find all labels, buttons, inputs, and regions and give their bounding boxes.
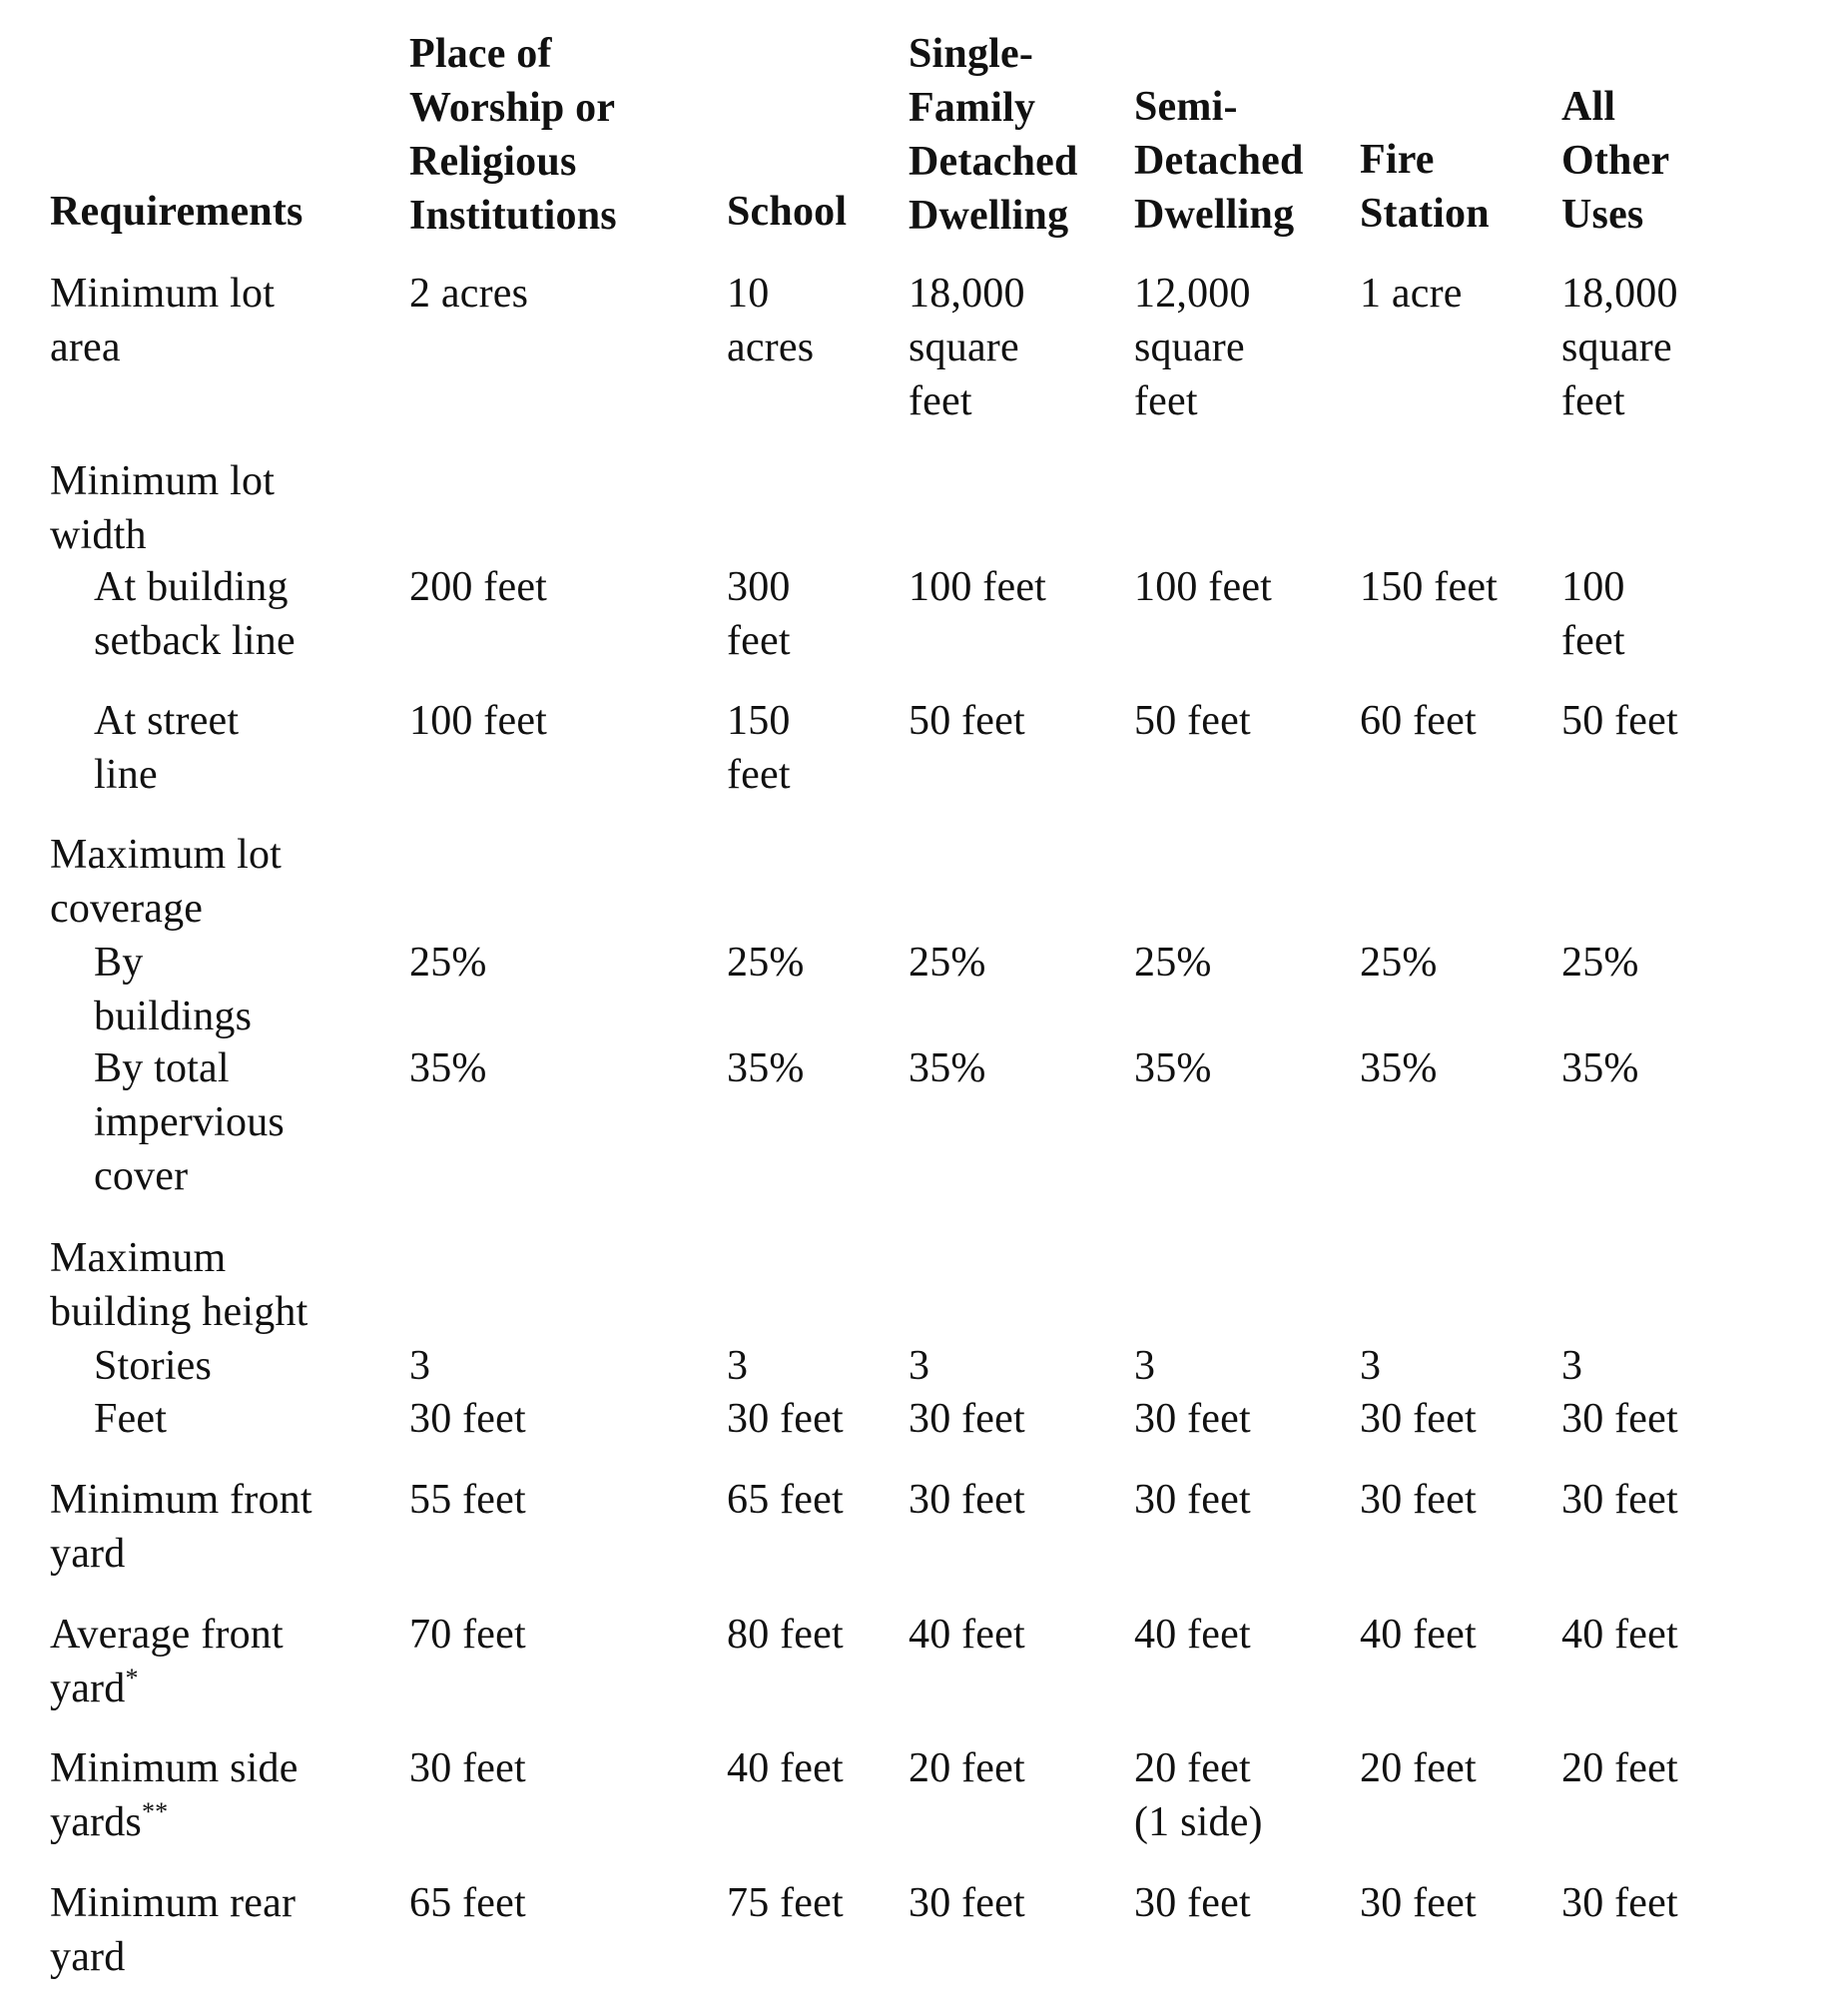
header-line: Uses: [1561, 192, 1644, 238]
header-line: Detached: [1134, 138, 1304, 184]
header-line: Single-: [909, 31, 1034, 77]
cell-single-family: 30 feet: [909, 1477, 1025, 1523]
row-label-stories: Stories: [94, 1343, 213, 1389]
row-label-min-rear-yard: [50, 1876, 296, 1984]
cell-line: square: [909, 325, 1019, 370]
label-line: setback line: [94, 618, 296, 664]
label-line: cover: [94, 1153, 189, 1199]
header-line: All: [1561, 84, 1616, 130]
row-label-min-front-yard: [50, 1473, 312, 1581]
header-line: Station: [1360, 191, 1490, 237]
row-label-avg-front-yard: [50, 1608, 284, 1715]
cell-semi-detached: [1134, 267, 1251, 428]
row-label-by-buildings: [94, 936, 252, 1043]
cell-all-other: 20 feet: [1561, 1745, 1678, 1791]
cell-worship: 25%: [409, 940, 487, 986]
label-text: yard: [50, 1666, 126, 1711]
row-label-min-lot-area: [50, 267, 275, 374]
row-label-max-building-height: [50, 1231, 308, 1339]
footnote-mark: *: [125, 1664, 139, 1692]
cell-line: acres: [727, 325, 815, 370]
label-line: coverage: [50, 886, 204, 932]
cell-line: square: [1561, 325, 1672, 370]
label-line: [50, 1795, 299, 1849]
cell-school: 80 feet: [727, 1612, 844, 1658]
cell-single-family: 20 feet: [909, 1745, 1025, 1791]
cell-all-other: 30 feet: [1561, 1880, 1678, 1926]
header-line: Institutions: [409, 193, 617, 239]
label-line: Maximum lot: [50, 832, 283, 878]
cell-fire-station: 3: [1360, 1343, 1382, 1389]
cell-school: [727, 560, 791, 668]
label-line: Maximum: [50, 1235, 227, 1281]
cell-line: feet: [909, 378, 972, 424]
label-line: yard: [50, 1934, 126, 1980]
header-all-other-uses: [1561, 80, 1669, 242]
row-label-by-impervious: [94, 1041, 285, 1203]
cell-line: feet: [727, 618, 791, 664]
cell-worship: 30 feet: [409, 1396, 526, 1442]
header-line: Religious: [409, 139, 577, 185]
cell-school: 25%: [727, 940, 805, 986]
cell-all-other: 30 feet: [1561, 1477, 1678, 1523]
row-label-street-line: [94, 694, 239, 802]
row-label-feet: Feet: [94, 1396, 168, 1442]
cell-worship: 2 acres: [409, 271, 529, 317]
cell-worship: 70 feet: [409, 1612, 526, 1658]
header-single-family: [909, 27, 1078, 243]
cell-line: 150: [727, 698, 791, 744]
row-label-max-lot-coverage: [50, 828, 282, 936]
cell-semi-detached: 30 feet: [1134, 1396, 1251, 1442]
cell-single-family: [909, 267, 1025, 428]
cell-semi-detached: 3: [1134, 1343, 1156, 1389]
cell-semi-detached: 40 feet: [1134, 1612, 1251, 1658]
cell-fire-station: 20 feet: [1360, 1745, 1477, 1791]
label-line: area: [50, 325, 121, 370]
cell-all-other: 35%: [1561, 1045, 1639, 1091]
cell-fire-station: 25%: [1360, 940, 1438, 986]
cell-fire-station: 150 feet: [1360, 564, 1499, 610]
cell-line: feet: [727, 752, 791, 798]
header-line: Other: [1561, 138, 1670, 184]
cell-fire-station: 30 feet: [1360, 1880, 1477, 1926]
cell-line: (1 side): [1134, 1799, 1263, 1845]
header-requirements: Requirements: [50, 189, 304, 235]
cell-all-other: 30 feet: [1561, 1396, 1678, 1442]
cell-fire-station: 35%: [1360, 1045, 1438, 1091]
cell-line: feet: [1134, 378, 1198, 424]
header-semi-detached: [1134, 80, 1304, 242]
header-line: Detached: [909, 139, 1078, 185]
cell-semi-detached: 25%: [1134, 940, 1212, 986]
cell-line: feet: [1561, 618, 1625, 664]
header-line: Dwelling: [909, 193, 1069, 239]
header-place-of-worship: [409, 27, 617, 243]
cell-school: 3: [727, 1343, 749, 1389]
footnote-mark: **: [141, 1797, 169, 1826]
cell-single-family: 50 feet: [909, 698, 1025, 744]
cell-fire-station: 30 feet: [1360, 1477, 1477, 1523]
cell-line: 18,000: [1561, 271, 1678, 317]
cell-worship: 200 feet: [409, 564, 548, 610]
cell-semi-detached: 35%: [1134, 1045, 1212, 1091]
label-line: buildings: [94, 994, 253, 1039]
cell-single-family: 40 feet: [909, 1612, 1025, 1658]
label-line: impervious: [94, 1099, 285, 1145]
cell-semi-detached: 100 feet: [1134, 564, 1273, 610]
cell-all-other: 50 feet: [1561, 698, 1678, 744]
cell-worship: 65 feet: [409, 1880, 526, 1926]
cell-single-family: 25%: [909, 940, 986, 986]
cell-worship: 3: [409, 1343, 431, 1389]
cell-fire-station: 60 feet: [1360, 698, 1477, 744]
cell-all-other: 25%: [1561, 940, 1639, 986]
header-line: Semi-: [1134, 84, 1238, 130]
cell-worship: 30 feet: [409, 1745, 526, 1791]
cell-semi-detached: 30 feet: [1134, 1477, 1251, 1523]
cell-school: 40 feet: [727, 1745, 844, 1791]
header-line: Worship or: [409, 85, 616, 131]
label-line: building height: [50, 1289, 308, 1335]
cell-single-family: 35%: [909, 1045, 986, 1091]
header-school: School: [727, 189, 848, 235]
label-line: width: [50, 512, 147, 558]
label-line: line: [94, 752, 158, 798]
label-line: Average front: [50, 1612, 284, 1658]
cell-school: 30 feet: [727, 1396, 844, 1442]
header-line: Place of: [409, 31, 552, 77]
header-fire-station: [1360, 133, 1490, 241]
label-line: Minimum lot: [50, 271, 276, 317]
cell-school: 75 feet: [727, 1880, 844, 1926]
cell-line: 20 feet: [1134, 1745, 1251, 1791]
cell-line: square: [1134, 325, 1245, 370]
cell-all-other: [1561, 267, 1678, 428]
label-text: yards: [50, 1799, 142, 1845]
cell-school: [727, 267, 814, 374]
cell-line: 12,000: [1134, 271, 1251, 317]
cell-all-other: 40 feet: [1561, 1612, 1678, 1658]
cell-semi-detached: [1134, 1741, 1263, 1849]
label-line: Minimum lot: [50, 458, 276, 504]
cell-semi-detached: 50 feet: [1134, 698, 1251, 744]
label-line: By: [94, 940, 144, 986]
row-label-setback-line: [94, 560, 296, 668]
label-line: Minimum side: [50, 1745, 299, 1791]
label-line: Minimum front: [50, 1477, 312, 1523]
header-line: Family: [909, 85, 1036, 131]
label-line: At street: [94, 698, 240, 744]
cell-single-family: 3: [909, 1343, 930, 1389]
cell-school: 35%: [727, 1045, 805, 1091]
cell-line: 18,000: [909, 271, 1025, 317]
cell-fire-station: 1 acre: [1360, 271, 1463, 317]
cell-fire-station: 30 feet: [1360, 1396, 1477, 1442]
cell-single-family: 30 feet: [909, 1396, 1025, 1442]
cell-all-other: 3: [1561, 1343, 1583, 1389]
label-line: By total: [94, 1045, 230, 1091]
cell-single-family: 30 feet: [909, 1880, 1025, 1926]
cell-school: 65 feet: [727, 1477, 844, 1523]
cell-worship: 55 feet: [409, 1477, 526, 1523]
label-line: Minimum rear: [50, 1880, 297, 1926]
row-label-min-side-yards: [50, 1741, 299, 1849]
header-line: Dwelling: [1134, 192, 1295, 238]
label-line: At building: [94, 564, 289, 610]
cell-line: feet: [1561, 378, 1625, 424]
cell-school: [727, 694, 791, 802]
cell-semi-detached: 30 feet: [1134, 1880, 1251, 1926]
header-line: Fire: [1360, 137, 1435, 183]
cell-worship: 100 feet: [409, 698, 548, 744]
cell-line: 10: [727, 271, 770, 317]
cell-single-family: 100 feet: [909, 564, 1047, 610]
cell-all-other: [1561, 560, 1625, 668]
label-line: yard: [50, 1531, 126, 1577]
label-line: [50, 1662, 284, 1715]
cell-line: 100: [1561, 564, 1625, 610]
cell-fire-station: 40 feet: [1360, 1612, 1477, 1658]
cell-worship: 35%: [409, 1045, 487, 1091]
cell-line: 300: [727, 564, 791, 610]
row-label-min-lot-width: [50, 454, 275, 562]
